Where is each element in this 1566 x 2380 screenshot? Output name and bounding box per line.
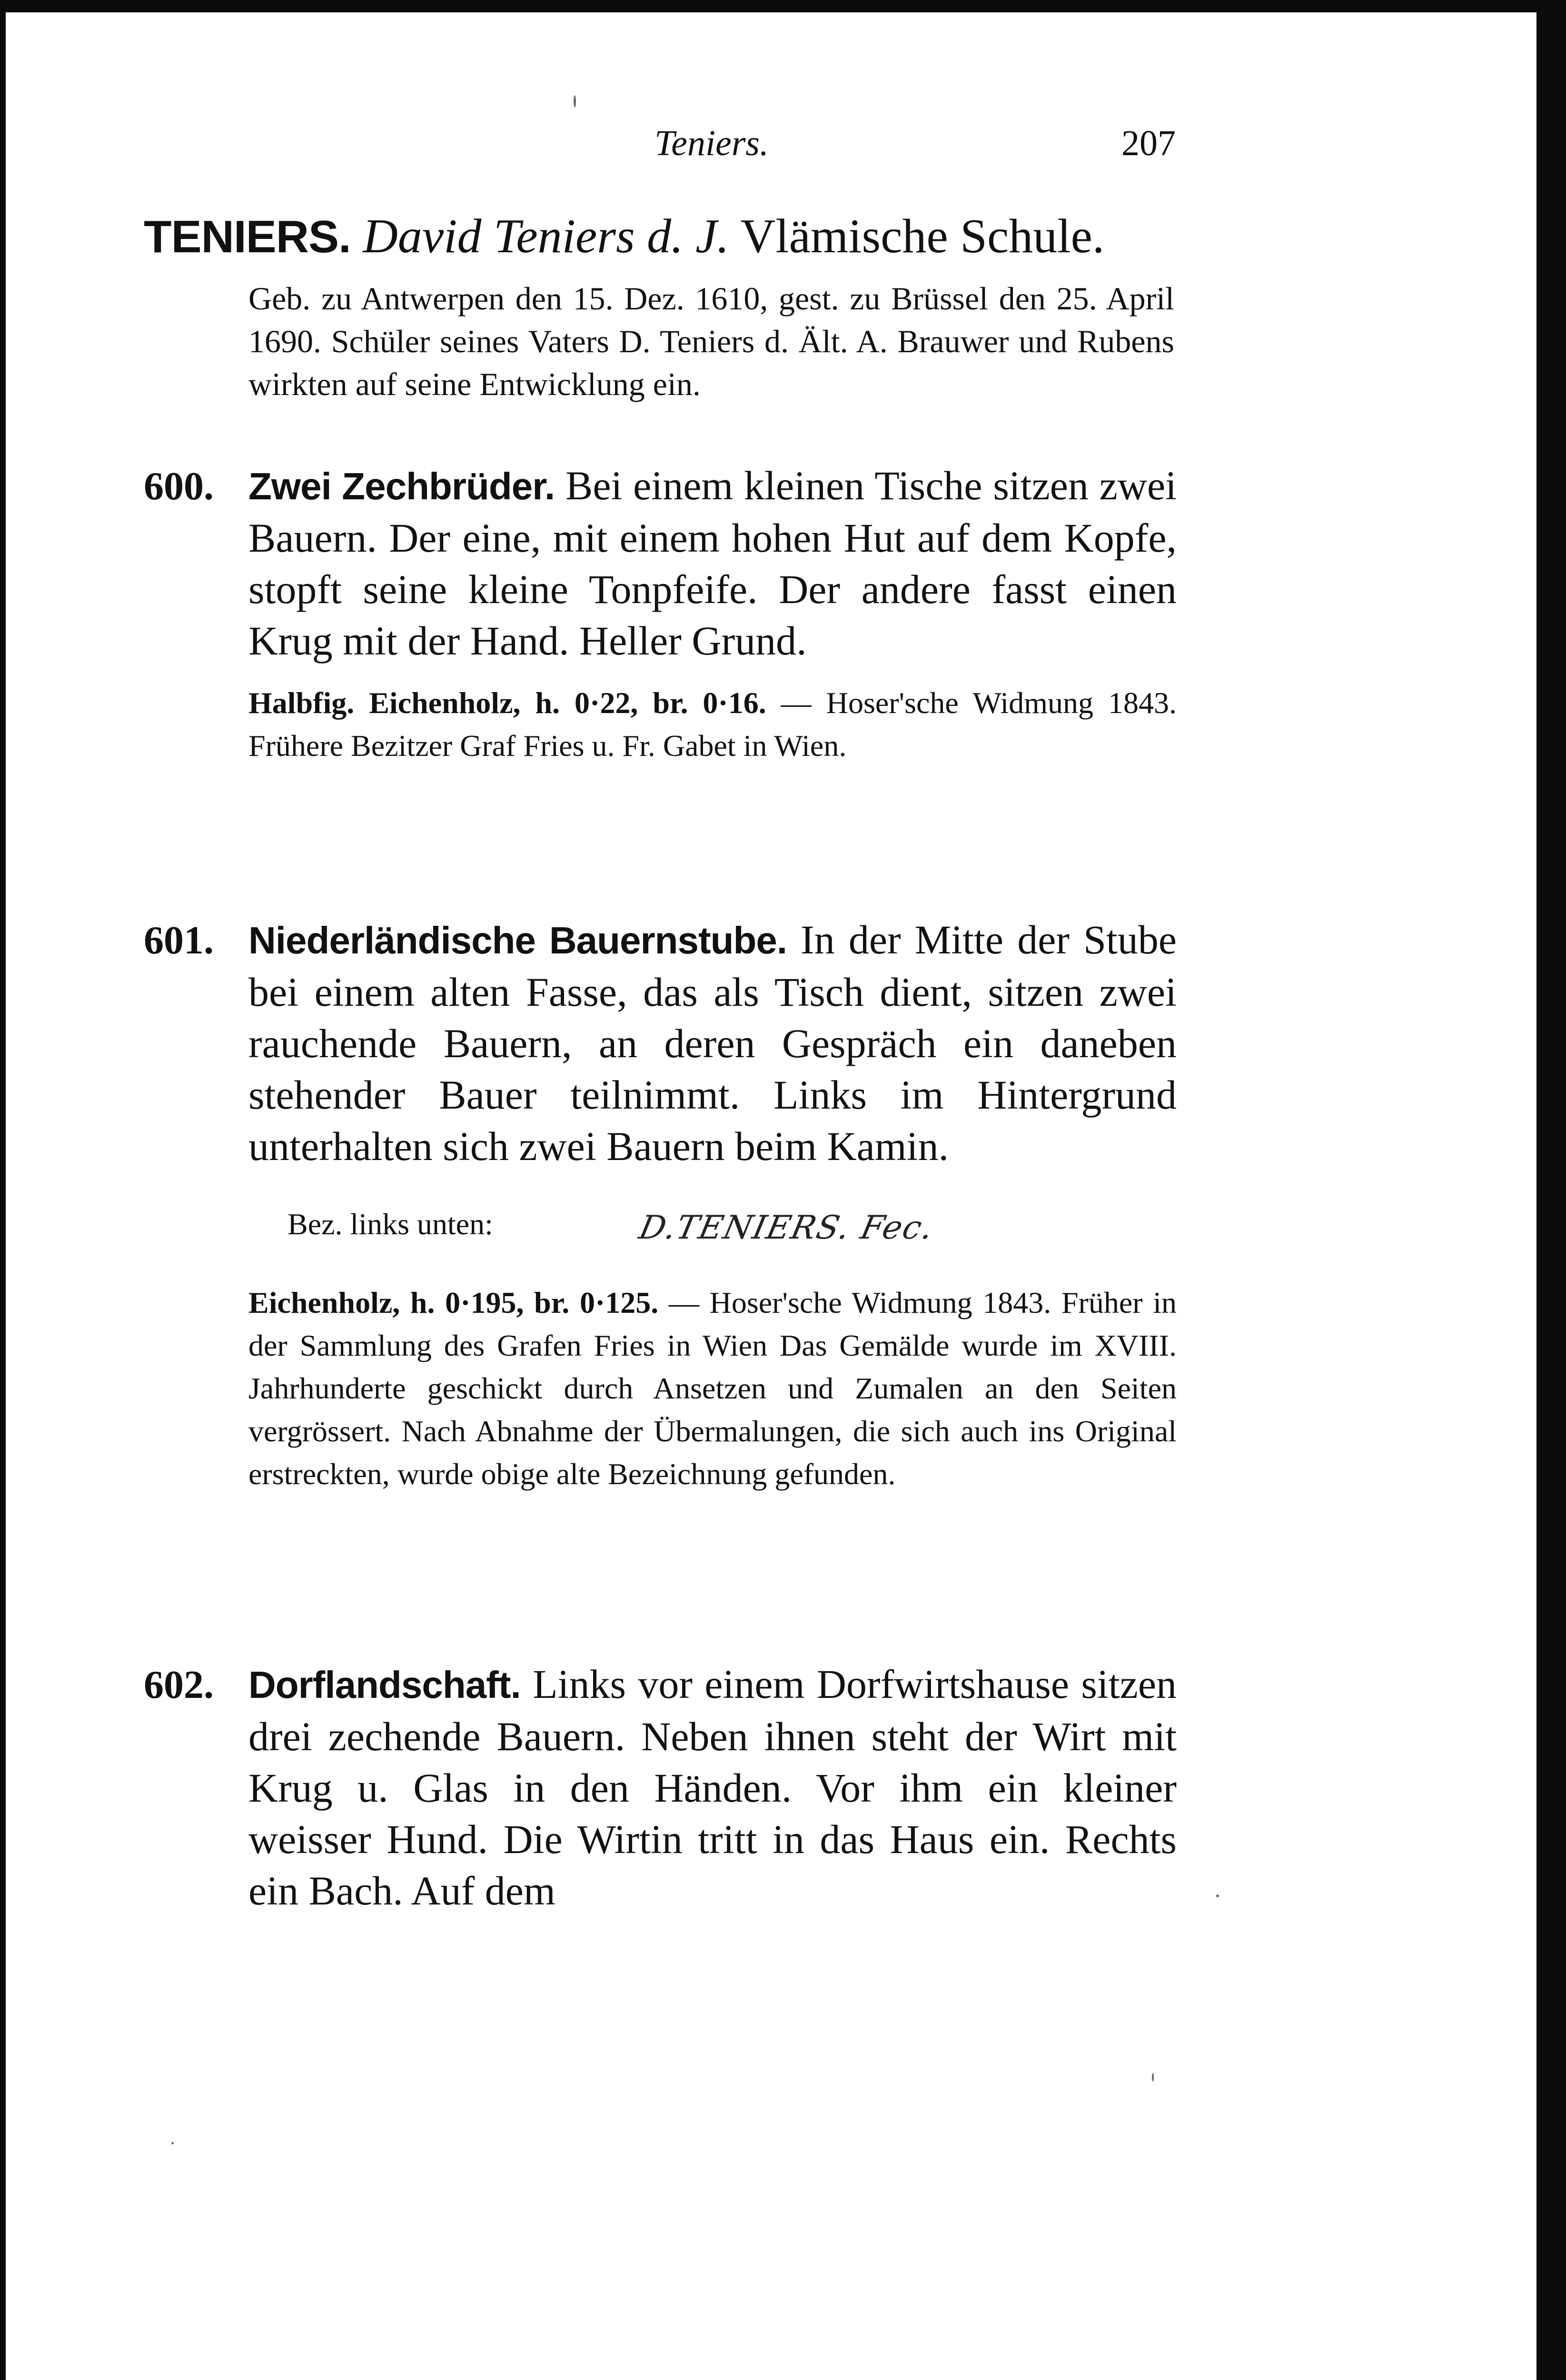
scan-speck [171, 2142, 174, 2144]
entry-text: Links vor einem Dorfwirtshause sitzen drei zechende Bauern. Neben ihnen steht der Wirt mit Krug u. Glas in den Händen. Vor ihm ein kleiner weisser Hund. Die Wirtin tritt in das Haus ein. Rechts ein Bach. Auf dem [248, 1661, 1177, 1914]
entry-title: Dorflandschaft. [248, 1664, 521, 1706]
entry-description [144, 914, 1177, 1172]
entry-number: 602. [144, 1663, 214, 1707]
catalogue-entry-602 [144, 1658, 1177, 1916]
entry-text: In der Mitte der Stube bei einem alten Fasse, das als Tisch dient, sitzen zwei rauchende Bauern, an deren Gespräch ein daneben stehender Bauer teilnimmt. Links im Hintergrund unterhalten sich zwei Bauern beim Kamin. [248, 917, 1177, 1169]
catalogue-entry-601 [144, 914, 1177, 1496]
running-head [248, 123, 1176, 180]
entry-description [144, 1658, 1177, 1916]
entry-description [144, 460, 1177, 666]
entry-provenance: — Hoser'sche Widmung 1843. Früher in der Sammlung des Grafen Fries in Wien Das Gemälde wurde im XVIII. Jahrhunderte geschickt durch Ansetzen und Zumalen an den Seiten vergrössert. Nach Abnahme der Übermalungen, die sich auch ins Original erstreckten, wurde obige alte Bezeichnung gefunden. [248, 1286, 1177, 1491]
entry-provenance: — Hoser'sche Widmung 1843. Frühere Bezitzer Graf Fries u. Fr. Gabet in Wien. [248, 686, 1177, 763]
entry-title: Zwei Zechbrüder. [248, 465, 555, 507]
entry-technical-data: Eichenholz, h. 0·195, br. 0·125. [248, 1286, 659, 1319]
scan-speck [574, 95, 576, 108]
catalogue-entry-600 [144, 460, 1177, 767]
entry-technical-data: Halbfig. Eichenholz, h. 0·22, br. 0·16. [248, 686, 766, 720]
entry-text: Bei einem kleinen Tische sitzen zwei Bauern. Der eine, mit einem hohen Hut auf dem Kopfe, stopft seine kleine Tonpfeife. Der andere fasst einen Krug mit der Hand. Heller Grund. [248, 463, 1177, 664]
artist-full-name: David Teniers d. J. [363, 209, 729, 263]
scan-speck [1216, 1894, 1219, 1897]
artist-biography: Geb. zu Antwerpen den 15. Dez. 1610, gest. zu Brüssel den 25. April 1690. Schüler seines Vaters D. Teniers d. Ält. A. Brauwer und Rubens wirkten auf seine Entwicklung ein. [248, 280, 1174, 402]
signature-label: Bez. links unten: [287, 1207, 493, 1241]
artist-heading [144, 206, 1181, 268]
painter-signature: D.TENIERS. Fec. [635, 1209, 938, 1247]
entry-title: Niederländische Bauernstube. [248, 919, 787, 962]
artist-school: Vlämische Schule. [740, 209, 1105, 263]
entry-note [248, 682, 1177, 767]
artist-name: TENIERS. [144, 211, 351, 262]
page-number: 207 [1121, 123, 1176, 163]
entry-number: 601. [144, 918, 214, 962]
signature-line [287, 1200, 1177, 1253]
entry-note [248, 1281, 1177, 1496]
running-head-title: Teniers. [654, 123, 769, 163]
scan-speck [1152, 2073, 1154, 2082]
entry-number: 600. [144, 464, 214, 508]
